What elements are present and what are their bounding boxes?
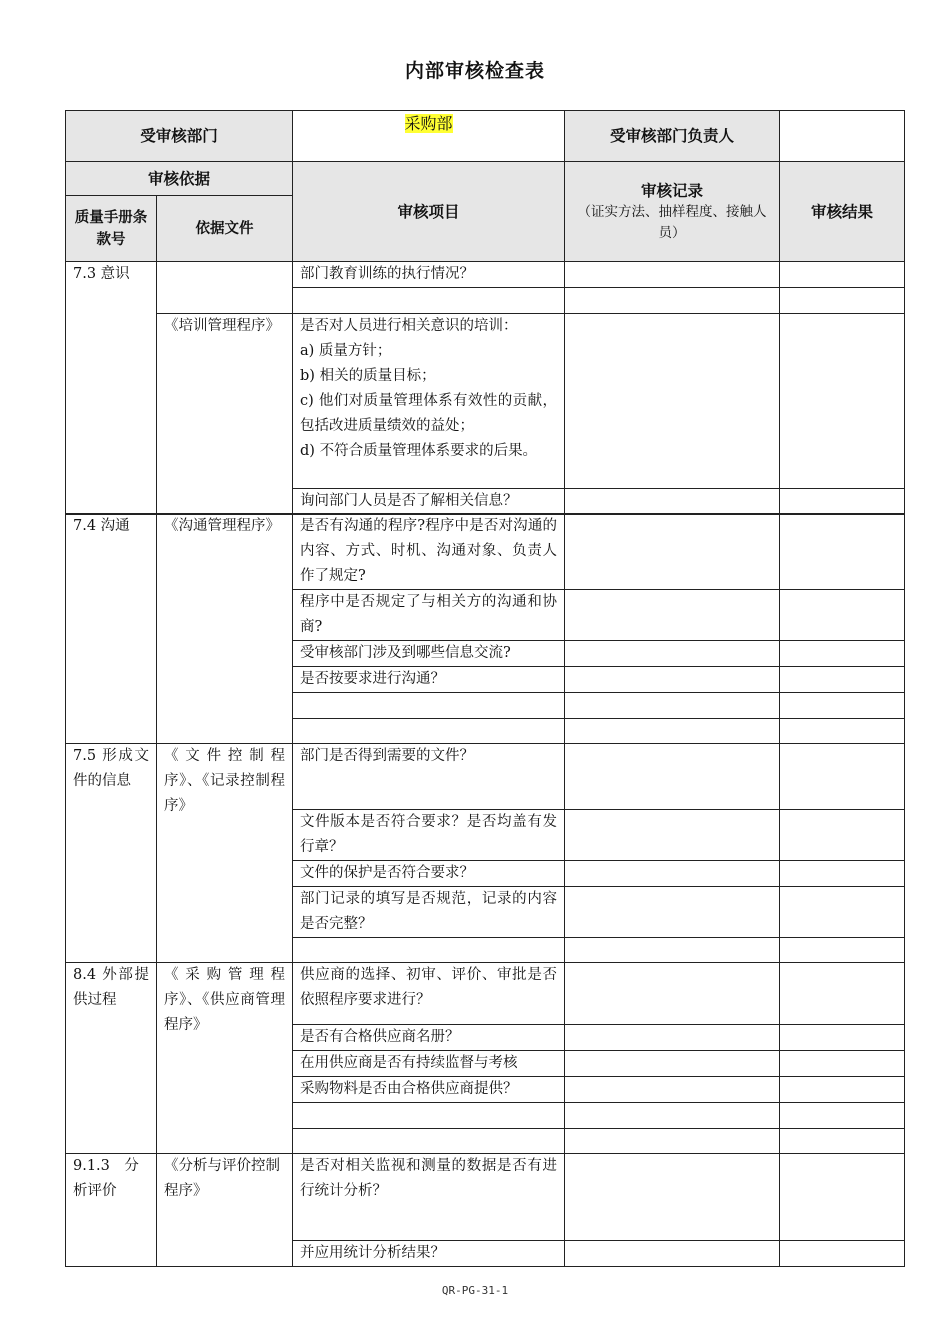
result-cell[interactable] bbox=[780, 1025, 905, 1051]
table-row bbox=[66, 514, 905, 590]
result-cell[interactable] bbox=[780, 1103, 905, 1129]
doc-cell: 《培训管理程序》 bbox=[157, 314, 293, 515]
audit-item: 部门记录的填写是否规范，记录的内容是否完整？ bbox=[293, 887, 565, 938]
record-cell[interactable] bbox=[565, 590, 780, 641]
audit-item: 文件的保护是否符合要求？ bbox=[293, 861, 565, 887]
audit-item bbox=[293, 938, 565, 963]
clause-cell: 8.4 外部提供过程 bbox=[66, 963, 157, 1154]
record-cell[interactable] bbox=[565, 719, 780, 744]
record-cell[interactable] bbox=[565, 1241, 780, 1267]
record-cell[interactable] bbox=[565, 288, 780, 314]
record-cell[interactable] bbox=[565, 693, 780, 719]
record-cell[interactable] bbox=[565, 861, 780, 887]
audit-item: 是否有沟通的程序?程序中是否对沟通的内容、方式、时机、沟通对象、负责人作了规定? bbox=[293, 514, 565, 590]
audit-item: 在用供应商是否有持续监督与考核 bbox=[293, 1051, 565, 1077]
dept-head-value[interactable] bbox=[780, 111, 905, 162]
audit-item bbox=[293, 1129, 565, 1154]
audit-checklist-table-body bbox=[65, 513, 905, 1267]
audit-item: 程序中是否规定了与相关方的沟通和协商? bbox=[293, 590, 565, 641]
clause-cell: 7.5 形成文件的信息 bbox=[66, 744, 157, 963]
audit-item bbox=[293, 1103, 565, 1129]
doc-cell: 《分析与评价控制程序》 bbox=[157, 1154, 293, 1267]
result-cell[interactable] bbox=[780, 1051, 905, 1077]
record-cell[interactable] bbox=[565, 1077, 780, 1103]
audit-item: 部门是否得到需要的文件？ bbox=[293, 744, 565, 810]
result-cell[interactable] bbox=[780, 667, 905, 693]
header-row-department bbox=[66, 111, 905, 162]
audit-item: 供应商的选择、初审、评价、审批是否依照程序要求进行？ bbox=[293, 963, 565, 1025]
result-cell[interactable] bbox=[780, 1077, 905, 1103]
result-cell[interactable] bbox=[780, 314, 905, 489]
clause-label: 质量手册条款号 bbox=[66, 196, 157, 262]
result-label: 审核结果 bbox=[780, 162, 905, 262]
dept-value-cell[interactable] bbox=[293, 111, 565, 162]
audit-item: 是否有合格供应商名册？ bbox=[293, 1025, 565, 1051]
record-cell[interactable] bbox=[565, 744, 780, 810]
record-cell[interactable] bbox=[565, 314, 780, 489]
header-row-basis bbox=[66, 162, 905, 196]
result-cell[interactable] bbox=[780, 963, 905, 1025]
record-cell[interactable] bbox=[565, 887, 780, 938]
doc-cell: 《文件控制程序》、《记录控制程序》 bbox=[157, 744, 293, 963]
record-cell[interactable] bbox=[565, 963, 780, 1025]
item-label: 审核项目 bbox=[293, 162, 565, 262]
record-cell[interactable] bbox=[565, 1025, 780, 1051]
record-cell[interactable] bbox=[565, 1051, 780, 1077]
audit-checklist-table bbox=[65, 110, 905, 515]
record-cell[interactable] bbox=[565, 667, 780, 693]
doc-cell: 《沟通管理程序》 bbox=[157, 514, 293, 744]
doc-cell bbox=[157, 262, 293, 314]
record-note: （证实方法、抽样程度、接触人员） bbox=[577, 203, 767, 241]
record-cell[interactable] bbox=[565, 810, 780, 861]
result-cell[interactable] bbox=[780, 1154, 905, 1241]
result-cell[interactable] bbox=[780, 489, 905, 515]
result-cell[interactable] bbox=[780, 1129, 905, 1154]
form-code: QR-PG-31-1 bbox=[441, 1284, 509, 1297]
basis-label: 审核依据 bbox=[66, 162, 293, 196]
audit-item: 受审核部门涉及到哪些信息交流? bbox=[293, 641, 565, 667]
clause-cell: 7.4 沟通 bbox=[66, 514, 157, 744]
audit-item: 部门教育训练的执行情况？ bbox=[293, 262, 565, 288]
record-label: 审核记录 bbox=[641, 181, 704, 200]
audit-item bbox=[293, 719, 565, 744]
record-header bbox=[565, 162, 780, 262]
audit-item: 询问部门人员是否了解相关信息？ bbox=[293, 489, 565, 515]
dept-head-label: 受审核部门负责人 bbox=[565, 111, 780, 162]
record-cell[interactable] bbox=[565, 1154, 780, 1241]
result-cell[interactable] bbox=[780, 514, 905, 590]
result-cell[interactable] bbox=[780, 938, 905, 963]
table-row bbox=[66, 262, 905, 288]
result-cell[interactable] bbox=[780, 693, 905, 719]
doc-cell: 《采购管理程序》、《供应商管理程序》 bbox=[157, 963, 293, 1154]
record-cell[interactable] bbox=[565, 1103, 780, 1129]
dept-value: 采购部 bbox=[404, 114, 453, 133]
clause-cell: 9.1.3 分析评价 bbox=[66, 1154, 157, 1267]
audit-item bbox=[293, 288, 565, 314]
record-cell[interactable] bbox=[565, 938, 780, 963]
table-row bbox=[66, 314, 905, 489]
result-cell[interactable] bbox=[780, 590, 905, 641]
doc-label: 依据文件 bbox=[157, 196, 293, 262]
dept-label: 受审核部门 bbox=[66, 111, 293, 162]
result-cell[interactable] bbox=[780, 641, 905, 667]
table-row bbox=[66, 744, 905, 810]
result-cell[interactable] bbox=[780, 288, 905, 314]
audit-item bbox=[293, 693, 565, 719]
audit-item: 文件版本是否符合要求？是否均盖有发行章？ bbox=[293, 810, 565, 861]
audit-item: 采购物料是否由合格供应商提供？ bbox=[293, 1077, 565, 1103]
result-cell[interactable] bbox=[780, 810, 905, 861]
audit-item-multi: 是否对人员进行相关意识的培训： a) 质量方针； b) 相关的质量目标； c) 他们对质量管理体系有效性的贡献，包括改进质量绩效的益处； d) 不符合质量管理体系要求的后果。 bbox=[293, 314, 565, 489]
result-cell[interactable] bbox=[780, 1241, 905, 1267]
clause-cell: 7.3 意识 bbox=[66, 262, 157, 515]
record-cell[interactable] bbox=[565, 514, 780, 590]
audit-item: 是否按要求进行沟通？ bbox=[293, 667, 565, 693]
record-cell[interactable] bbox=[565, 262, 780, 288]
audit-item: 是否对相关监视和测量的数据是否有进行统计分析？ bbox=[293, 1154, 565, 1241]
record-cell[interactable] bbox=[565, 641, 780, 667]
table-row bbox=[66, 963, 905, 1025]
result-cell[interactable] bbox=[780, 719, 905, 744]
record-cell[interactable] bbox=[565, 489, 780, 515]
result-cell[interactable] bbox=[780, 887, 905, 938]
result-cell[interactable] bbox=[780, 861, 905, 887]
page-title: 内部审核检查表 bbox=[404, 60, 545, 82]
result-cell[interactable] bbox=[780, 262, 905, 288]
record-cell[interactable] bbox=[565, 1129, 780, 1154]
table-row bbox=[66, 1154, 905, 1241]
audit-item: 并应用统计分析结果？ bbox=[293, 1241, 565, 1267]
result-cell[interactable] bbox=[780, 744, 905, 810]
